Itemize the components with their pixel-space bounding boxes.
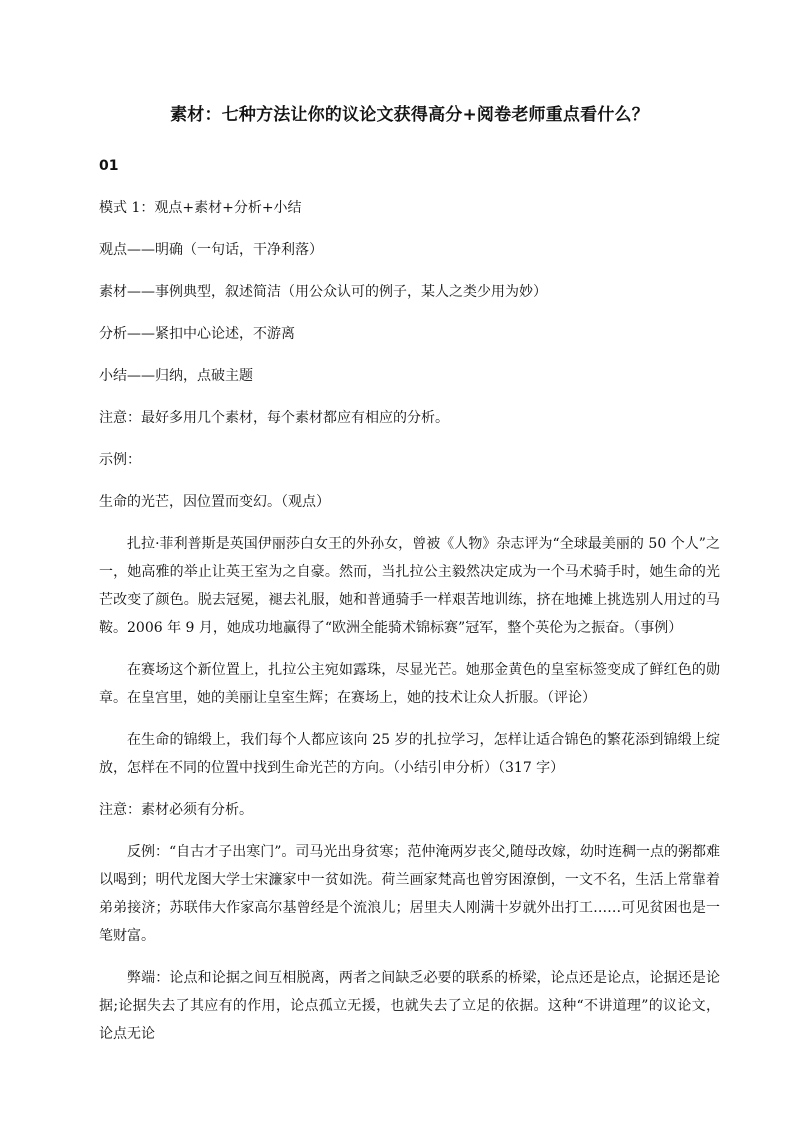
paragraph-example-comment: 在赛场这个新位置上，扎拉公主宛如露珠，尽显光芒。她那金黄色的皇室标签变成了鲜红色的勋章。在皇宫里，她的美丽让皇室生辉；在赛场上，她的技术让众人折服。（评论） bbox=[99, 662, 720, 706]
paragraph-counter-example: 反例：“自古才子出寒门”。司马光出身贫寒；范仲淹两岁丧父,随母改嫁，幼时连稠一点的粥都难以喝到；明代龙图大学士宋濂家中一贫如洗。荷兰画家梵高也曾穷困潦倒，一文不名，生活上常靠着弟弟接济；苏联伟大作家高尔基曾经是个流浪儿；居里夫人刚满十岁就外出打工……可见贫困也是一笔财富。 bbox=[99, 844, 720, 944]
paragraph-example-viewpoint: 生命的光芒，因位置而变幻。（观点） bbox=[99, 494, 330, 510]
paragraph-example-label: 示例： bbox=[99, 452, 141, 468]
paragraph-drawback: 弊端：论点和论据之间互相脱离，两者之间缺乏必要的联系的桥梁，论点还是论点，论据还是论据;论据失去了其应有的作用，论点孤立无援，也就失去了立足的依据。这种“不讲道理”的议论文，论点无论 bbox=[99, 970, 720, 1042]
paragraph-summary: 小结——归纳，点破主题 bbox=[99, 368, 253, 384]
section-number-text: 01 bbox=[99, 158, 119, 174]
document-title: 素材：七种方法让你的议论文获得高分+阅卷老师重点看什么？ bbox=[170, 105, 649, 125]
paragraph-analysis: 分析——紧扣中心论述，不游离 bbox=[99, 326, 295, 342]
paragraph-example-conclusion: 在生命的锦缎上，我们每个人都应该向 25 岁的扎拉学习，怎样让适合锦色的繁花添到锦缎上绽放，怎样在不同的位置中找到生命光芒的方向。（小结引申分析）（317 字） bbox=[99, 732, 720, 776]
paragraph-mode: 模式 1：观点+素材+分析+小结 bbox=[99, 200, 302, 216]
paragraph-example-story: 扎拉·菲利普斯是英国伊丽莎白女王的外孙女，曾被《人物》杂志评为“全球最美丽的 50 个人”之一，她高雅的举止让英王室为之自豪。然而，当扎拉公主毅然决定成为一个马术骑手时，她生命的光芒改变了颜色。脱去冠冕，褪去礼服，她和普通骑手一样艰苦地训练，挤在地摊上挑选别人用过的马鞍。2006 年 9 月，她成功地赢得了“欧洲全能骑术锦标赛”冠军，整个英伦为之振奋。（事例） bbox=[99, 536, 720, 636]
paragraph-viewpoint: 观点——明确（一句话，干净利落） bbox=[99, 242, 323, 258]
paragraph-note-2: 注意：素材必须有分析。 bbox=[99, 802, 253, 818]
paragraph-material: 素材——事例典型，叙述简洁（用公众认可的例子，某人之类少用为妙） bbox=[99, 284, 547, 300]
paragraph-note-1: 注意：最好多用几个素材，每个素材都应有相应的分析。 bbox=[99, 410, 449, 426]
section-number bbox=[99, 152, 720, 180]
